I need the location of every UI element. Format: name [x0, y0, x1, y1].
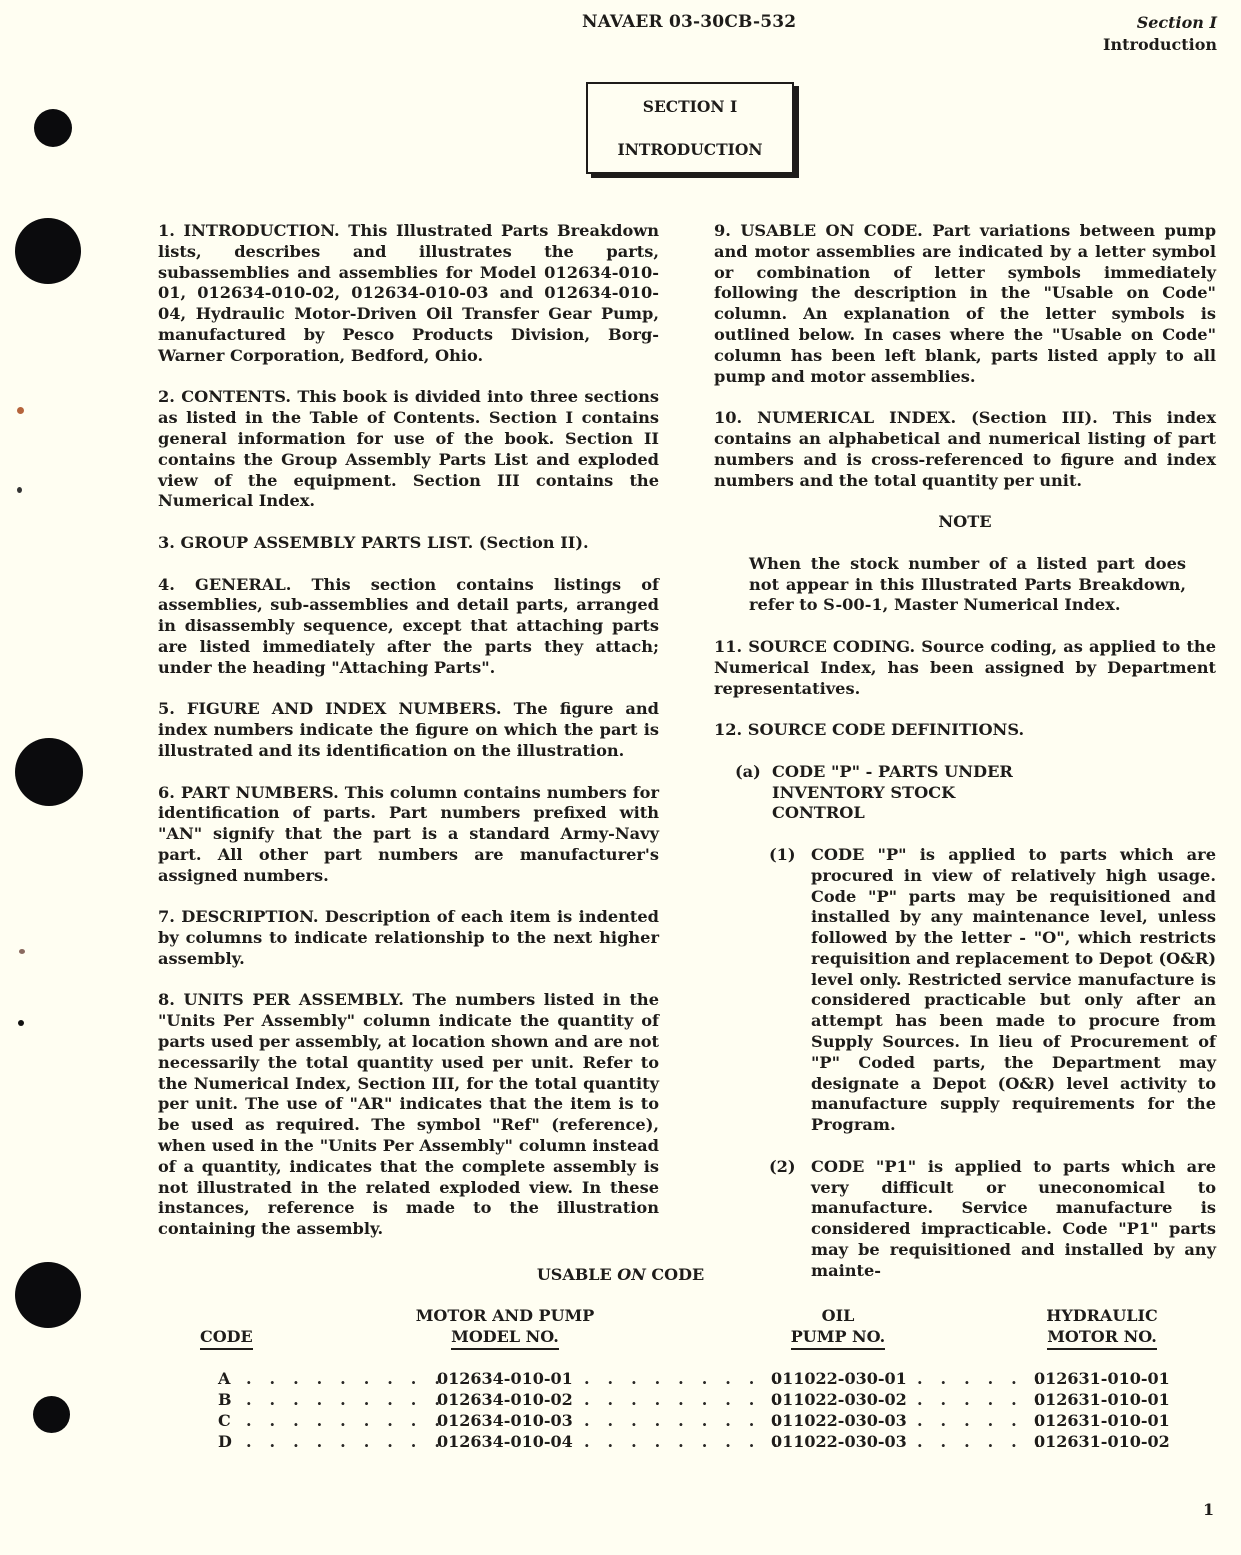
section-subheading: INTRODUCTION — [617, 140, 763, 159]
table-row: A . . . . . . . . . 012634-010-01 . . . . . . . . . . 011022-030-01 . . . . . . 012631-010-01 — [218, 1369, 1170, 1388]
column-header-oil-pump: OIL PUMP NO. — [768, 1305, 908, 1350]
table-row: D . . . . . . . . . 012634-010-04 . . . . . . . . . . 011022-030-03 . . . . . . 012631-010-02 — [218, 1432, 1170, 1451]
paragraph-group-assembly: 3. GROUP ASSEMBLY PARTS LIST. (Section II). — [158, 532, 589, 552]
section-label: Section I — [1136, 13, 1217, 32]
stain-mark — [17, 407, 24, 414]
note-heading: NOTE — [938, 512, 992, 532]
document-number: NAVAER 03-30CB-532 — [582, 12, 797, 32]
table-row: B . . . . . . . . . 012634-010-02 . . . . . . . . . . 011022-030-02 . . . . . . 012631-010-01 — [218, 1390, 1170, 1409]
item-code-p-definition: (1) CODE "P" is applied to parts which are procured in view of relatively high usage. Code "P" parts may be requisitioned and installed by any maintenance level, unless followed by the letter - "O", which restricts requisition and replacement to Depot (O&R) level only. Restricted service manufacture is considered practicable but only after an attempt has been made to procure from Supply Sources. In lieu of Procurement of "P" Coded parts, the Department may designate a Depot (O&R) level activity to manufacture supply requirements for the Program. — [769, 844, 1216, 1135]
paragraph-introduction: 1. INTRODUCTION. This Illustrated Parts Breakdown lists, describes and illustrates the parts, subassemblies and assemblies for Model 012634-010-01, 012634-010-02, 012634-010-03 and 012634-010-04, Hydraulic Motor-Driven Oil Transfer Gear Pump, manufactured by Pesco Products Division, Borg-Warner Corporation, Bedford, Ohio. — [158, 221, 659, 365]
paragraph-source-coding: 11. SOURCE CODING. Source coding, as applied to the Numerical Index, has been assigned by Department representatives. — [714, 636, 1216, 698]
paragraph-description: 7. DESCRIPTION. Description of each item is indented by columns to indicate relationship to the next higher assembly. — [158, 907, 659, 968]
subsection-code-p: (a) CODE "P" - PARTS UNDER INVENTORY STOCK CONTROL — [735, 761, 1013, 823]
paragraph-units-per-assembly: 8. UNITS PER ASSEMBLY. The numbers listed in the "Units Per Assembly" column indicate the quantity of parts used per assembly, at location shown and are not necessarily the total quantity used per unit. Refer to the Numerical Index, Section III, for the total quantity per unit. The use of "AR" indicates that the item is to be used as required. The symbol "Ref" (reference), when used in the "Units Per Assembly" column instead of a quantity, indicates that the complete assembly is not illustrated in the related exploded view. In these instances, reference is made to the illustration containing the assembly. — [158, 990, 659, 1239]
paragraph-part-numbers: 6. PART NUMBERS. This column contains numbers for identification of parts. Part numbers prefixed with "AN" signify that the part is a standard Army-Navy part. All other part numbers are manufacturer's assigned numbers. — [158, 782, 659, 885]
section-title-box — [586, 82, 794, 174]
section-title-label: Introduction — [1103, 35, 1217, 54]
column-header-hydraulic-motor: HYDRAULIC MOTOR NO. — [1032, 1305, 1172, 1350]
right-text-column — [714, 221, 1216, 1302]
paragraph-general: 4. GENERAL. This section contains listings of assemblies, sub-assemblies and detail parts, arranged in disassembly sequence, except that attaching parts are listed immediately after the parts they attach; under the heading "Attaching Parts". — [158, 574, 659, 677]
note-text: When the stock number of a listed part does not appear in this Illustrated Parts Breakdown, refer to S-00-1, Master Numerical Index. — [749, 553, 1186, 615]
paragraph-source-code-definitions: 12. SOURCE CODE DEFINITIONS. — [714, 720, 1025, 740]
paragraph-numerical-index: 10. NUMERICAL INDEX. (Section III). This index contains an alphabetical and numerical listing of part numbers and is cross-referenced to figure and index numbers and the total quantity per unit. — [714, 408, 1216, 490]
item-code-p1-definition: (2) CODE "P1" is applied to parts which are very difficult or uneconomical to manufacture. Service manufacture is considered impracticable. Code "P1" parts may be requisitioned and installed by any mainte- — [769, 1156, 1216, 1280]
paragraph-figure-index: 5. FIGURE AND INDEX NUMBERS. The figure and index numbers indicate the figure on which the part is illustrated and its identification on the illustration. — [158, 699, 659, 760]
stain-mark — [18, 1020, 24, 1026]
paragraph-usable-on-code: 9. USABLE ON CODE. Part variations between pump and motor assemblies are indicated by a letter symbol or combination of letter symbols immediately following the description in the "Usable on Code" column. An explanation of the letter symbols is outlined below. In cases where the "Usable on Code" column has been left blank, parts listed apply to all pump and motor assemblies. — [714, 221, 1217, 386]
page-number: 1 — [1203, 1500, 1215, 1519]
stain-mark — [19, 949, 25, 954]
usable-on-code-title: USABLE ON CODE — [536, 1265, 705, 1284]
column-header-code: CODE — [200, 1326, 260, 1350]
punch-hole-icon — [34, 109, 72, 147]
punch-hole-icon — [33, 1396, 70, 1433]
paragraph-contents: 2. CONTENTS. This book is divided into three sections as listed in the Table of Contents. Section I contains general information for use of the book. Section II contains the Group Assembly Parts List and exploded view of the equipment. Section III contains the Numerical Index. — [158, 387, 659, 511]
punch-hole-icon — [15, 218, 81, 284]
section-heading: SECTION I — [642, 97, 738, 116]
stain-mark — [17, 487, 22, 493]
punch-hole-icon — [15, 738, 83, 806]
table-row: C . . . . . . . . . 012634-010-03 . . . . . . . . . . 011022-030-03 . . . . . . 012631-010-01 — [218, 1411, 1170, 1430]
running-header — [1103, 12, 1217, 56]
column-header-model: MOTOR AND PUMP MODEL NO. — [395, 1305, 615, 1350]
left-text-column — [158, 221, 659, 1261]
